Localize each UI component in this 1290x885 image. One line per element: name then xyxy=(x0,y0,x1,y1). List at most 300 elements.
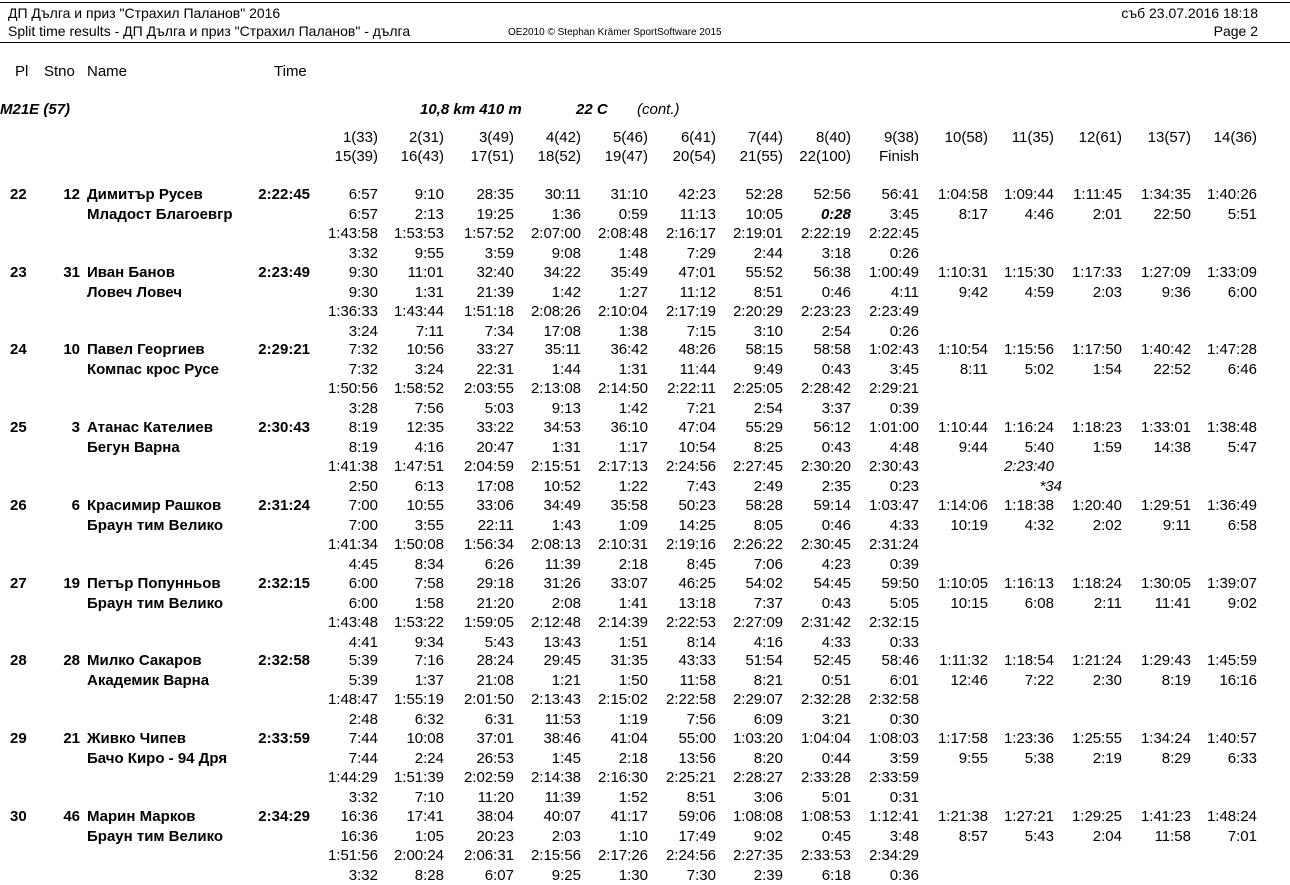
split-time: 1:03:20 xyxy=(732,730,783,747)
split-time: 2:20:29 xyxy=(732,303,783,320)
runner-club: Браун тим Велико xyxy=(87,516,224,534)
split-time: 2:01:50 xyxy=(463,691,514,708)
control-code: 12(61) xyxy=(1078,129,1122,146)
split-time: 1:51:18 xyxy=(463,303,514,320)
split-time: 7:16 xyxy=(414,652,444,669)
split-time: 0:30 xyxy=(889,711,919,728)
split-time: 2:28:27 xyxy=(732,769,783,786)
split-time: 7:15 xyxy=(686,323,716,340)
runner-club: Ловеч Ловеч xyxy=(87,283,182,301)
split-time: 6:57 xyxy=(348,206,378,223)
split-time: 2:31:24 xyxy=(868,536,919,553)
split-time: 17:08 xyxy=(543,323,581,340)
split-time: 2:22:45 xyxy=(868,225,919,242)
split-time: 11:58 xyxy=(679,672,716,689)
runner-club: Академик Варна xyxy=(87,671,210,689)
split-time: 22:52 xyxy=(1153,361,1191,378)
split-time: 1:08:08 xyxy=(732,808,783,825)
split-time: 1:17:58 xyxy=(937,730,988,747)
split-time: 2:26:22 xyxy=(732,536,783,553)
split-time: 2:29:07 xyxy=(732,691,783,708)
split-time: 1:16:13 xyxy=(1003,575,1054,592)
split-time: 1:36 xyxy=(551,206,581,223)
control-code: 9(38) xyxy=(883,129,919,146)
split-time: 1:02:43 xyxy=(868,341,919,358)
split-time: 48:26 xyxy=(678,341,716,358)
control-code: 19(47) xyxy=(604,148,648,165)
split-time: 2:33:28 xyxy=(800,769,851,786)
split-time: 2:14:50 xyxy=(597,380,648,397)
split-time: 1:48 xyxy=(618,245,648,262)
split-time: 6:31 xyxy=(484,711,514,728)
control-code: 4(42) xyxy=(545,129,581,146)
result-place: 25 xyxy=(10,419,27,436)
split-time: 10:19 xyxy=(950,517,988,534)
split-time: 1:23:36 xyxy=(1003,730,1054,747)
split-time: 55:52 xyxy=(745,264,783,281)
class-length: 10,8 km 410 m xyxy=(420,101,522,118)
split-time: 0:43 xyxy=(821,595,851,612)
split-time: 1:57:52 xyxy=(463,225,514,242)
page-number: Page 2 xyxy=(1213,23,1258,39)
split-time: 10:08 xyxy=(406,730,444,747)
split-time: 55:00 xyxy=(678,730,716,747)
split-time: 8:51 xyxy=(686,789,716,806)
split-time: 1:59 xyxy=(1092,439,1122,456)
result-time: 2:34:29 xyxy=(258,808,310,825)
split-time: 1:34:24 xyxy=(1140,730,1191,747)
split-time: 3:32 xyxy=(348,789,378,806)
split-time: 1:47:51 xyxy=(393,458,444,475)
split-time: 8:11 xyxy=(959,361,988,378)
result-time: 2:23:49 xyxy=(258,264,310,281)
split-time: 11:39 xyxy=(544,556,581,573)
split-time: 2:17:19 xyxy=(665,303,716,320)
split-time: 2:08:26 xyxy=(530,303,581,320)
split-time: 2:39 xyxy=(753,867,783,884)
split-time: 9:55 xyxy=(958,750,988,767)
split-time: 2:08 xyxy=(551,595,581,612)
split-time: 2:12:48 xyxy=(530,614,581,631)
split-time: 8:25 xyxy=(753,439,783,456)
split-time: 7:01 xyxy=(1227,828,1257,845)
runner-name: Петър Попунньов xyxy=(87,575,221,592)
split-time: 1:43:44 xyxy=(393,303,444,320)
split-time: 1:55:19 xyxy=(393,691,444,708)
split-time: 3:48 xyxy=(889,828,919,845)
split-time: 6:26 xyxy=(484,556,514,573)
software-credit: OE2010 © Stephan Krämer SportSoftware 2015 xyxy=(508,27,722,38)
split-time: 9:13 xyxy=(551,400,581,417)
split-time: 1:42 xyxy=(618,400,648,417)
runner-club: Компас крос Русе xyxy=(87,360,219,378)
result-time: 2:32:15 xyxy=(258,575,310,592)
control-code: 8(40) xyxy=(815,129,851,146)
split-time: 11:39 xyxy=(544,789,581,806)
split-time: 6:00 xyxy=(348,595,378,612)
split-time: 52:28 xyxy=(745,186,783,203)
split-time: 6:01 xyxy=(889,672,919,689)
split-time: 2:27:45 xyxy=(732,458,783,475)
split-time: 33:27 xyxy=(476,341,514,358)
split-time: 2:15:56 xyxy=(530,847,581,864)
split-time: 1:21 xyxy=(551,672,581,689)
split-time: 1:21:24 xyxy=(1071,652,1122,669)
split-time: 2:23:23 xyxy=(800,303,851,320)
split-time: 2:03 xyxy=(551,828,581,845)
split-time: 3:18 xyxy=(821,245,851,262)
split-time: 9:25 xyxy=(551,867,581,884)
result-time: 2:30:43 xyxy=(258,419,310,436)
split-time: 8:19 xyxy=(1161,672,1191,689)
split-time: 1:40:57 xyxy=(1206,730,1257,747)
split-time: 7:44 xyxy=(348,750,378,767)
split-time: 2:33:59 xyxy=(868,769,919,786)
control-code: 15(39) xyxy=(334,148,378,165)
split-time: 7:56 xyxy=(686,711,716,728)
split-time: 38:46 xyxy=(543,730,581,747)
result-stno: 3 xyxy=(71,419,80,436)
split-time: 0:51 xyxy=(821,672,851,689)
split-time: 55:29 xyxy=(745,419,783,436)
split-time: 1:16:24 xyxy=(1003,419,1054,436)
split-time: 1:58 xyxy=(414,595,444,612)
split-time: 59:14 xyxy=(813,497,851,514)
split-time: 3:24 xyxy=(414,361,444,378)
result-time: 2:33:59 xyxy=(258,730,310,747)
split-time: 9:49 xyxy=(753,361,783,378)
split-time: 21:20 xyxy=(476,595,514,612)
split-time: 1:52 xyxy=(618,789,648,806)
split-time: 1:09:44 xyxy=(1003,186,1054,203)
split-time: 0:46 xyxy=(821,517,851,534)
split-time: 6:33 xyxy=(1227,750,1257,767)
control-code: 1(33) xyxy=(342,129,378,146)
split-time: 1:12:41 xyxy=(868,808,919,825)
split-time: 21:08 xyxy=(476,672,514,689)
split-time: 1:18:24 xyxy=(1071,575,1122,592)
split-time: 9:30 xyxy=(348,264,378,281)
split-time: 2:13:43 xyxy=(530,691,581,708)
split-time: 31:35 xyxy=(610,652,648,669)
split-time: 1:40:26 xyxy=(1206,186,1257,203)
class-controls: 22 C xyxy=(576,101,608,118)
split-time: 37:01 xyxy=(476,730,514,747)
split-time: 3:32 xyxy=(348,245,378,262)
split-time: 0:45 xyxy=(821,828,851,845)
split-time: 2:54 xyxy=(821,323,851,340)
split-time: 8:20 xyxy=(753,750,783,767)
result-place: 24 xyxy=(10,341,27,358)
result-stno: 46 xyxy=(63,808,80,825)
split-time: 3:32 xyxy=(348,867,378,884)
split-time: 1:17:50 xyxy=(1071,341,1122,358)
split-time: 17:49 xyxy=(678,828,716,845)
result-time: 2:22:45 xyxy=(258,186,310,203)
split-time: 1:01:00 xyxy=(868,419,919,436)
split-time: 8:57 xyxy=(958,828,988,845)
split-time: 22:50 xyxy=(1153,206,1191,223)
split-time: 1:31 xyxy=(618,361,648,378)
split-time: 0:44 xyxy=(821,750,851,767)
split-time: 51:54 xyxy=(745,652,783,669)
split-time: 3:24 xyxy=(348,323,378,340)
split-time: 2:14:39 xyxy=(597,614,648,631)
split-time: 34:49 xyxy=(543,497,581,514)
split-time: 9:36 xyxy=(1161,284,1191,301)
split-time: 3:59 xyxy=(484,245,514,262)
split-time: 22:11 xyxy=(477,517,514,534)
split-time: 1:41:23 xyxy=(1140,808,1191,825)
split-time: 0:31 xyxy=(889,789,919,806)
control-code: 3(49) xyxy=(478,129,514,146)
split-time: 5:43 xyxy=(484,634,514,651)
control-code: 5(46) xyxy=(612,129,648,146)
split-time: 1:54 xyxy=(1092,361,1122,378)
runner-name: Милко Сакаров xyxy=(87,652,202,669)
split-time: 46:25 xyxy=(678,575,716,592)
split-time: 9:34 xyxy=(414,634,444,651)
result-place: 26 xyxy=(10,497,27,514)
split-time: 3:59 xyxy=(889,750,919,767)
split-time: 2:16:30 xyxy=(597,769,648,786)
split-time: 2:08:13 xyxy=(530,536,581,553)
split-time: 1:10:44 xyxy=(937,419,988,436)
split-time: 32:40 xyxy=(476,264,514,281)
split-time: 1:34:35 xyxy=(1140,186,1191,203)
split-time: 34:22 xyxy=(543,264,581,281)
split-time: 3:28 xyxy=(348,400,378,417)
split-time: 7:58 xyxy=(414,575,444,592)
split-time: 2:13:08 xyxy=(530,380,581,397)
split-time: 7:44 xyxy=(348,730,378,747)
runner-name: Атанас Кателиев xyxy=(87,419,213,436)
split-time: 35:11 xyxy=(544,341,581,358)
result-stno: 28 xyxy=(63,652,80,669)
split-time: 1:17:33 xyxy=(1071,264,1122,281)
split-time: 1:50 xyxy=(618,672,648,689)
split-time: 1:53:22 xyxy=(393,614,444,631)
split-time: 4:46 xyxy=(1024,206,1054,223)
split-time: 2:10:04 xyxy=(597,303,648,320)
runner-club: Бачо Киро - 94 Дря xyxy=(87,749,228,767)
split-time: 1:41 xyxy=(618,595,648,612)
result-stno: 21 xyxy=(63,730,80,747)
split-time: 6:07 xyxy=(484,867,514,884)
split-time: 1:15:56 xyxy=(1003,341,1054,358)
split-time: 0:39 xyxy=(889,400,919,417)
split-time: 0:59 xyxy=(618,206,648,223)
split-time: 1:51:56 xyxy=(327,847,378,864)
split-time: 1:27 xyxy=(618,284,648,301)
control-code: 14(36) xyxy=(1213,129,1257,146)
runner-club: Браун тим Велико xyxy=(87,594,224,612)
split-time: 11:41 xyxy=(1154,595,1191,612)
split-time: 11:12 xyxy=(679,284,716,301)
split-time: 35:49 xyxy=(610,264,648,281)
split-time: 34:53 xyxy=(543,419,581,436)
control-code: 22(100) xyxy=(799,148,851,165)
split-time: 12:46 xyxy=(950,672,988,689)
split-note: *34 xyxy=(1039,478,1062,495)
result-place: 30 xyxy=(10,808,27,825)
split-time: 47:04 xyxy=(678,419,716,436)
split-time: 9:42 xyxy=(958,284,988,301)
split-time: 10:55 xyxy=(406,497,444,514)
control-code: 13(57) xyxy=(1147,129,1191,146)
control-code: 18(52) xyxy=(537,148,581,165)
split-time: 2:03 xyxy=(1092,284,1122,301)
split-time: 8:14 xyxy=(686,634,716,651)
split-time: 5:40 xyxy=(1024,439,1054,456)
split-time: 2:23:49 xyxy=(868,303,919,320)
split-time: 3:55 xyxy=(414,517,444,534)
split-time: 29:18 xyxy=(476,575,514,592)
col-pl: Pl xyxy=(15,63,29,80)
split-time: 6:58 xyxy=(1227,517,1257,534)
split-time: 42:23 xyxy=(678,186,716,203)
split-time: 10:56 xyxy=(406,341,444,358)
split-time: 2:22:11 xyxy=(667,380,716,397)
split-time: 13:43 xyxy=(543,634,581,651)
result-stno: 10 xyxy=(63,341,80,358)
split-time: 9:10 xyxy=(414,186,444,203)
split-time: 4:32 xyxy=(1024,517,1054,534)
result-time: 2:31:24 xyxy=(258,497,310,514)
split-time: 5:03 xyxy=(484,400,514,417)
split-time: 2:06:31 xyxy=(463,847,514,864)
split-time: 8:34 xyxy=(414,556,444,573)
split-time: 6:08 xyxy=(1024,595,1054,612)
split-time: 9:44 xyxy=(958,439,988,456)
split-time: 7:29 xyxy=(686,245,716,262)
split-time: 1:48:47 xyxy=(327,691,378,708)
split-time: 21:39 xyxy=(476,284,514,301)
split-time: 5:02 xyxy=(1024,361,1054,378)
split-time: 1:10 xyxy=(618,828,648,845)
split-time: 1:48:24 xyxy=(1206,808,1257,825)
control-code: 16(43) xyxy=(400,148,444,165)
split-time: 4:33 xyxy=(821,634,851,651)
split-time: 6:57 xyxy=(348,186,378,203)
split-time: 40:07 xyxy=(543,808,581,825)
split-time: 56:12 xyxy=(813,419,851,436)
split-time: 36:42 xyxy=(610,341,648,358)
split-time: 1:56:34 xyxy=(463,536,514,553)
split-time: 11:58 xyxy=(1154,828,1191,845)
split-time: 1:41:38 xyxy=(327,458,378,475)
split-time: 2:54 xyxy=(753,400,783,417)
split-time: 5:43 xyxy=(1024,828,1054,845)
split-time: 20:47 xyxy=(476,439,514,456)
split-time: 6:32 xyxy=(414,711,444,728)
split-time: 6:09 xyxy=(753,711,783,728)
split-time: 1:43 xyxy=(551,517,581,534)
split-time: 1:22 xyxy=(618,478,648,495)
split-time: 2:30:20 xyxy=(800,458,851,475)
split-time: 1:04:58 xyxy=(937,186,988,203)
split-time: 8:51 xyxy=(753,284,783,301)
split-time: 7:22 xyxy=(1024,672,1054,689)
split-time: 1:43:48 xyxy=(327,614,378,631)
result-time: 2:29:21 xyxy=(258,341,310,358)
split-time: 10:05 xyxy=(745,206,783,223)
split-time: 1:41:34 xyxy=(327,536,378,553)
split-time: 58:28 xyxy=(745,497,783,514)
split-time: 2:44 xyxy=(753,245,783,262)
split-time: 29:45 xyxy=(543,652,581,669)
split-time: 2:01 xyxy=(1092,206,1122,223)
split-time: 2:19:01 xyxy=(732,225,783,242)
split-time: 2:04 xyxy=(1092,828,1122,845)
split-time: 4:16 xyxy=(753,634,783,651)
split-time: 5:01 xyxy=(821,789,851,806)
split-time: 14:38 xyxy=(1153,439,1191,456)
split-time: 1:19 xyxy=(618,711,648,728)
split-time: 58:46 xyxy=(881,652,919,669)
control-code: 7(44) xyxy=(747,129,783,146)
split-time: 1:10:54 xyxy=(937,341,988,358)
split-time: 7:37 xyxy=(753,595,783,612)
split-time: 2:14:38 xyxy=(530,769,581,786)
split-time: 2:24 xyxy=(414,750,444,767)
split-time: 2:32:28 xyxy=(800,691,851,708)
split-time: 0:23 xyxy=(889,478,919,495)
split-time: 8:19 xyxy=(348,419,378,436)
split-time: 1:30:05 xyxy=(1140,575,1191,592)
split-time: 8:45 xyxy=(686,556,716,573)
split-time: 16:36 xyxy=(340,828,378,845)
split-time: 1:03:47 xyxy=(868,497,919,514)
split-time: 30:11 xyxy=(544,186,581,203)
split-time: 1:25:55 xyxy=(1071,730,1122,747)
col-name: Name xyxy=(87,63,128,80)
split-time: 1:29:25 xyxy=(1071,808,1122,825)
split-time: 4:59 xyxy=(1024,284,1054,301)
split-time: 1:08:03 xyxy=(868,730,919,747)
control-code: 20(54) xyxy=(672,148,716,165)
split-time: 9:08 xyxy=(551,245,581,262)
split-time: 58:15 xyxy=(745,341,783,358)
split-time: 1:45 xyxy=(551,750,581,767)
runner-name: Живко Чипев xyxy=(87,730,187,747)
split-time: 28:35 xyxy=(476,186,514,203)
control-code: 21(55) xyxy=(739,148,783,165)
split-time: 2:29:21 xyxy=(868,380,919,397)
split-time: 10:15 xyxy=(950,595,988,612)
split-time: 2:11 xyxy=(1093,595,1122,612)
split-time: 5:39 xyxy=(348,652,378,669)
split-time: 1:14:06 xyxy=(937,497,988,514)
split-time: 7:21 xyxy=(686,400,716,417)
runner-name: Красимир Рашков xyxy=(87,497,222,514)
split-time: 2:35 xyxy=(821,478,851,495)
split-time: 1:39:07 xyxy=(1206,575,1257,592)
split-time: 2:27:35 xyxy=(732,847,783,864)
result-place: 22 xyxy=(10,186,27,203)
runner-club: Бегун Варна xyxy=(87,438,180,456)
split-time: 2:10:31 xyxy=(597,536,648,553)
split-time: 6:18 xyxy=(821,867,851,884)
split-time: 8:19 xyxy=(348,439,378,456)
control-code: 2(31) xyxy=(408,129,444,146)
split-time: 5:05 xyxy=(889,595,919,612)
control-code: 6(41) xyxy=(680,129,716,146)
split-time: 1:53:53 xyxy=(393,225,444,242)
split-time: 2:17:26 xyxy=(597,847,648,864)
split-time: 4:16 xyxy=(414,439,444,456)
split-time: 1:27:21 xyxy=(1003,808,1054,825)
